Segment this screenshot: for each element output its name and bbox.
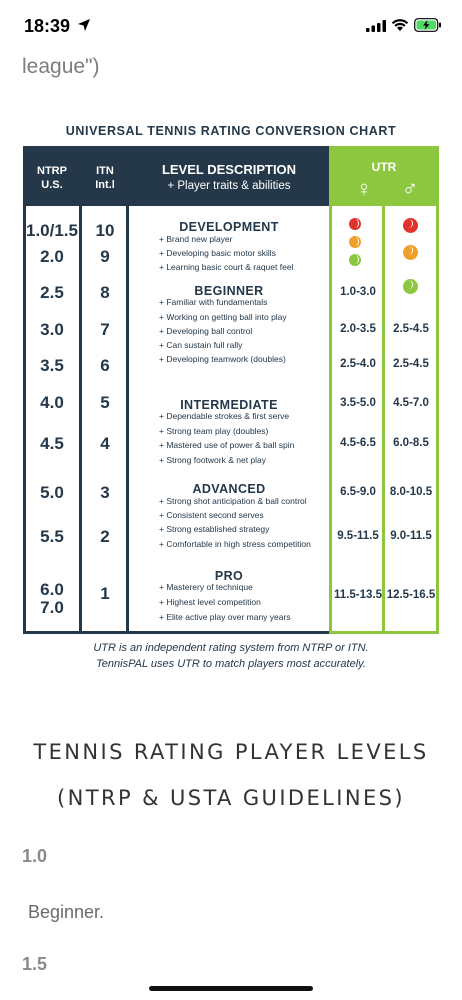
level-trait: + Developing teamwork (doubles)	[159, 354, 286, 364]
chart-caption-line: TennisPAL uses UTR to match players most accurately.	[96, 658, 366, 670]
status-time: 18:39	[24, 16, 71, 36]
itn-value: 7	[100, 320, 110, 339]
utr-male-range: 4.5-7.0	[393, 397, 429, 409]
level-trait: + Masterery of technique	[159, 582, 253, 592]
column-divider	[329, 206, 332, 634]
header-ntrp-line1: NTRP	[37, 165, 67, 177]
column-divider	[382, 206, 385, 634]
chart-border	[329, 631, 439, 634]
header-itn-line2: Int.l	[95, 179, 115, 191]
utr-female-range: 4.5-6.5	[340, 437, 376, 449]
utr-male-range: 8.0-10.5	[389, 486, 433, 498]
itn-value: 3	[100, 483, 110, 502]
level-heading: PRO	[214, 569, 244, 583]
chart-caption	[0, 640, 462, 672]
level-heading: BEGINNER	[194, 284, 264, 298]
orange-ball-icon	[349, 236, 361, 248]
ntrp-value: 2.0	[40, 247, 64, 266]
utr-female-range: 2.5-4.0	[340, 358, 376, 370]
level-trait: + Strong footwork & net play	[159, 455, 267, 465]
male-symbol-icon: ♂	[401, 176, 419, 201]
itn-value: 6	[100, 356, 110, 375]
utr-male-range: 9.0-11.5	[390, 530, 432, 542]
ntrp-value: 3.0	[40, 320, 64, 339]
home-indicator[interactable]	[149, 986, 313, 991]
utr-male-range: 2.5-4.5	[393, 323, 429, 335]
itn-value: 4	[100, 434, 110, 453]
level-trait: + Dependable strokes & first serve	[159, 411, 290, 421]
utr-female-range: 9.5-11.5	[337, 530, 379, 542]
header-itn	[81, 164, 129, 192]
column-divider	[79, 206, 82, 634]
level-label: 1.0	[22, 846, 48, 866]
utr-male-range: 6.0-8.5	[393, 437, 429, 449]
wifi-icon	[391, 18, 409, 32]
ntrp-value: 3.5	[40, 356, 64, 375]
location-arrow-icon	[77, 18, 91, 32]
level-description: Beginner.	[28, 902, 105, 922]
utr-female-range: 11.5-13.5	[334, 589, 382, 601]
level-label: 1.5	[22, 954, 48, 974]
red-ball-icon	[349, 218, 361, 230]
header-level-title: LEVEL DESCRIPTION	[161, 162, 297, 177]
header-ntrp-line2: U.S.	[41, 179, 63, 191]
level-heading: ADVANCED	[192, 482, 266, 496]
utr-female-range: 6.5-9.0	[340, 486, 376, 498]
female-symbol-icon: ♀	[355, 176, 373, 201]
level-trait: + Comfortable in high stress competition	[159, 539, 311, 549]
utr-male-range: 2.5-4.5	[393, 358, 429, 370]
ntrp-value: 7.0	[40, 598, 64, 617]
level-trait: + Strong shot anticipation & ball control	[159, 496, 307, 506]
header-utr: UTR	[371, 160, 397, 174]
cellular-signal-icon	[366, 20, 386, 32]
utr-female-range: 3.5-5.0	[340, 397, 376, 409]
battery-charging-icon	[414, 18, 442, 32]
header-level	[129, 162, 329, 194]
level-trait: + Can sustain full rally	[159, 340, 243, 350]
itn-value: 2	[100, 527, 110, 546]
level-heading: INTERMEDIATE	[180, 398, 278, 412]
red-ball-icon	[403, 218, 418, 233]
ntrp-value: 5.5	[40, 527, 64, 546]
status-bar	[0, 0, 462, 48]
level-trait: + Working on getting ball into play	[159, 312, 287, 322]
level-trait: + Strong team play (doubles)	[159, 426, 269, 436]
level-trait: + Strong established strategy	[159, 524, 270, 534]
utr-female-range: 2.0-3.5	[340, 323, 376, 335]
level-heading: DEVELOPMENT	[179, 220, 279, 234]
ntrp-value: 6.0	[40, 580, 64, 599]
chart-border	[23, 631, 329, 634]
level-trait: + Developing ball control	[159, 326, 253, 336]
level-trait: + Familiar with fundamentals	[159, 297, 268, 307]
utr-female-range: 1.0-3.0	[340, 286, 376, 298]
section-subtitle: (NTRP & USTA GUIDELINES)	[57, 786, 405, 810]
chart-border	[436, 146, 439, 634]
chart-caption-line: UTR is an independent rating system from NTRP or ITN.	[93, 642, 369, 654]
header-ntrp	[23, 164, 81, 192]
ntrp-value: 5.0	[40, 483, 64, 502]
ntrp-value: 1.0/1.5	[26, 221, 78, 240]
level-trait: + Learning basic court & raquet feel	[159, 262, 294, 272]
itn-value: 9	[100, 247, 110, 266]
itn-value: 5	[100, 393, 110, 412]
utr-male-range: 12.5-16.5	[386, 589, 436, 601]
level-trait: + Mastered use of power & ball spin	[159, 440, 295, 450]
chart-border	[23, 146, 26, 634]
itn-value: 10	[95, 221, 115, 240]
itn-value: 8	[100, 283, 110, 302]
level-trait: + Consistent second serves	[159, 510, 264, 520]
level-trait: + Brand new player	[159, 234, 233, 244]
green-ball-icon	[349, 254, 361, 266]
header-itn-line1: ITN	[96, 165, 114, 177]
ntrp-value: 4.5	[40, 434, 64, 453]
intro-fragment: league")	[22, 55, 100, 78]
green-ball-icon	[403, 279, 418, 294]
level-trait: + Developing basic motor skills	[159, 248, 276, 258]
ntrp-value: 4.0	[40, 393, 64, 412]
itn-value: 1	[100, 584, 110, 603]
level-trait: + Highest level competition	[159, 597, 261, 607]
chart-title: UNIVERSAL TENNIS RATING CONVERSION CHART	[65, 124, 397, 138]
level-trait: + Elite active play over many years	[159, 612, 291, 622]
orange-ball-icon	[403, 245, 418, 260]
rating-conversion-chart	[23, 146, 439, 634]
section-title: TENNIS RATING PLAYER LEVELS	[33, 740, 429, 764]
header-level-subtitle: + Player traits & abilities	[167, 180, 291, 192]
ntrp-value: 2.5	[40, 283, 64, 302]
